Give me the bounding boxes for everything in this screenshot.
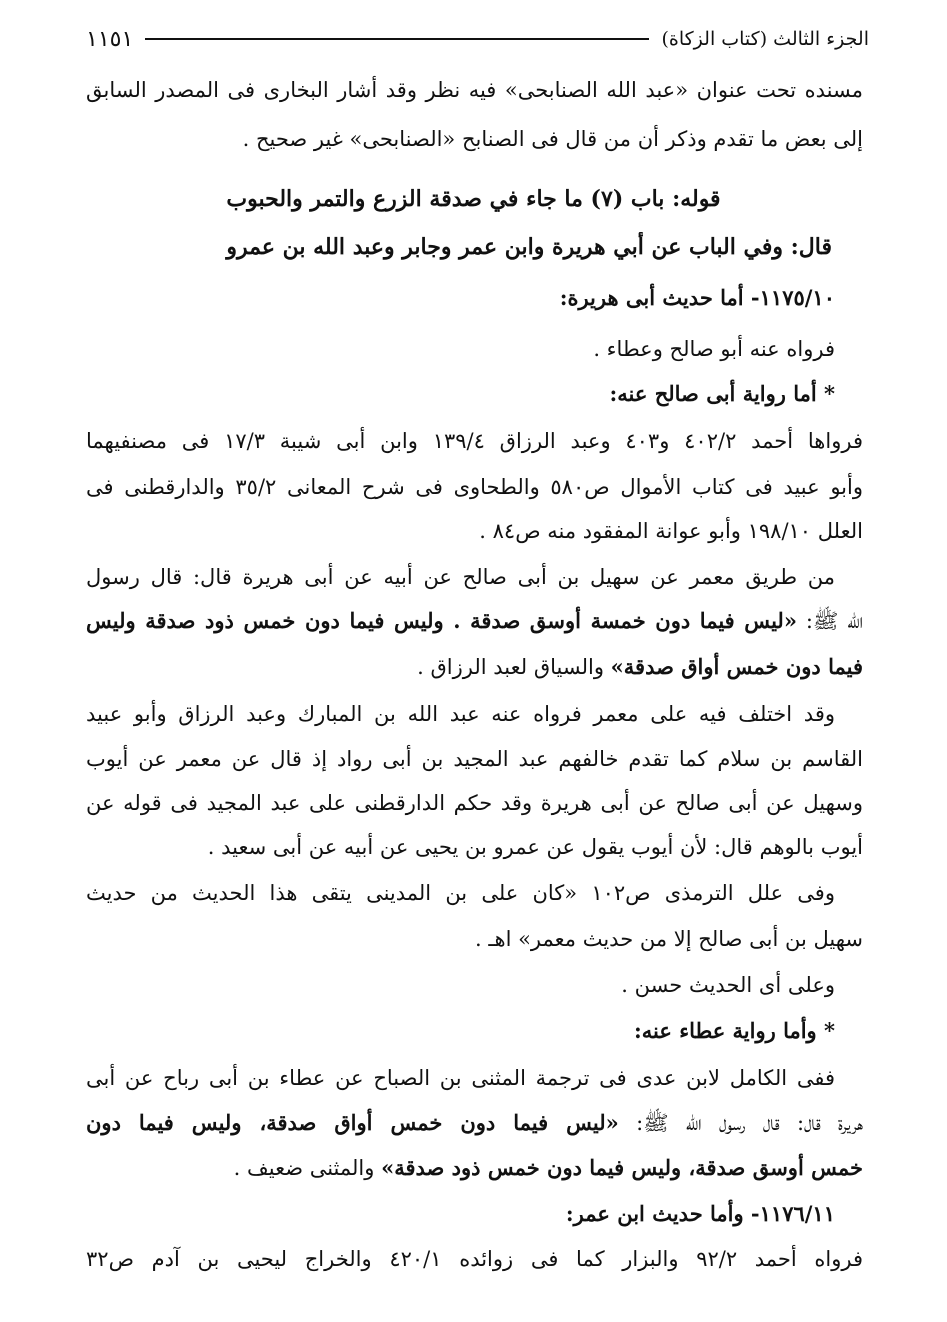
body-line bbox=[86, 606, 863, 636]
hadith-heading: ١١٧٥/١٠- أما حديث أبى هريرة: bbox=[559, 285, 835, 310]
body-line: وفى علل الترمذى ص١٠٢ «كان على بن المدينى يتقى هذا الحديث من حديث bbox=[86, 881, 835, 905]
body-line: فرواه أحمد ٩٢/٢ والبزار كما فى زوائده ٤٢٠/١ والخراج ليحيى بن آدم ص٣٢ bbox=[86, 1247, 863, 1271]
body-line: وسهيل عن أبى صالح عن أبى هريرة وقد حكم الدارقطنى على عبد المجيد فى قوله عن bbox=[86, 791, 863, 815]
body-line: فرواها أحمد ٤٠٢/٢ و٤٠٣ وعبد الرزاق ١٣٩/٤ وابن أبى شيبة ١٧/٣ فى مصنفيهما bbox=[86, 429, 863, 453]
text-run: هريرة قال: قال رسول الله ﷺ: bbox=[618, 1111, 863, 1135]
running-title: الجزء الثالث (كتاب الزكاة) bbox=[661, 28, 869, 50]
body-line: العلل ١٩٨/١٠ وأبو عوانة المفقود منه ص٨٤ . bbox=[479, 519, 863, 543]
body-line: أيوب بالوهم قال: لأن أيوب يقول عن عمرو بن يحيى عن أبيه عن أبى سعيد . bbox=[207, 835, 863, 859]
page-header bbox=[86, 22, 869, 56]
text-run: والسياق لعبد الرزاق . bbox=[417, 655, 611, 679]
page-number: ١١٥١ bbox=[86, 26, 134, 52]
hadith-heading: ١١٧٦/١١- وأما حديث ابن عمر: bbox=[565, 1201, 835, 1226]
body-line: مسنده تحت عنوان «عبد الله الصنابحى» فيه نظر وقد أشار البخارى فى المصدر السابق bbox=[86, 78, 863, 102]
header-rule bbox=[145, 38, 649, 40]
body-line: فرواه عنه أبو صالح وعطاء . bbox=[593, 337, 835, 361]
body-line: القاسم بن سلام كما تقدم خالفهم عبد المجيد بن أبى رواد إذ قال عن معمر عن أيوب bbox=[86, 747, 863, 771]
body-line: ففى الكامل لابن عدى فى ترجمة المثنى بن الصباح عن عطاء بن أبى رباح عن أبى bbox=[86, 1066, 835, 1090]
subsection-heading: * وأما رواية عطاء عنه: bbox=[634, 1018, 835, 1043]
quoted-text: خمس أوسق صدقة، وليس فيما دون خمس ذود صدقة» bbox=[381, 1155, 863, 1180]
text-run: الله ﷺ: bbox=[796, 609, 863, 633]
quoted-text: «ليس فيما دون خمس أواق صدقة، وليس فيما دون bbox=[86, 1110, 619, 1135]
body-line: سهيل بن أبى صالح إلا من حديث معمر» اهـ . bbox=[475, 927, 863, 951]
chapter-heading: قوله: باب (٧) ما جاء في صدقة الزرع والتمر والحبوب bbox=[226, 186, 721, 212]
body-line bbox=[86, 1108, 863, 1138]
quoted-text: «ليس فيما دون خمسة أوسق صدقة . وليس فيما دون خمس ذود صدقة وليس bbox=[86, 608, 797, 633]
body-line: وعلى أى الحديث حسن . bbox=[621, 973, 835, 997]
body-line: وأبو عبيد فى كتاب الأموال ص٥٨٠ والطحاوى فى شرح المعانى ٣٥/٢ والدارقطنى فى bbox=[86, 475, 863, 499]
body-line: إلى بعض ما تقدم وذكر أن من قال فى الصنابح «الصنابحى» غير صحيح . bbox=[242, 127, 863, 151]
quoted-text: فيما دون خمس أواق صدقة» bbox=[610, 654, 863, 679]
subsection-heading: * أما رواية أبى صالح عنه: bbox=[609, 381, 835, 406]
body-line bbox=[86, 652, 863, 682]
text-run: والمثنى ضعيف . bbox=[233, 1156, 382, 1180]
section-heading: قال: وفي الباب عن أبي هريرة وابن عمر وجابر وعبد الله بن عمرو bbox=[226, 234, 832, 260]
body-line: وقد اختلف فيه على معمر فرواه عنه عبد الله بن المبارك وعبد الرزاق وأبو عبيد bbox=[86, 702, 835, 726]
body-line bbox=[86, 1153, 863, 1183]
body-line: من طريق معمر عن سهيل بن أبى صالح عن أبيه عن أبى هريرة قال: قال رسول bbox=[86, 565, 835, 589]
